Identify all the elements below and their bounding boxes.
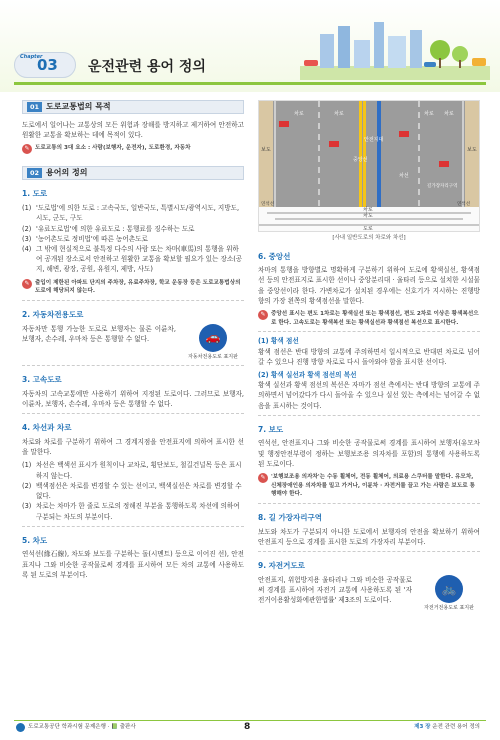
bike-paragraph: 안전표지, 위험방지용 울타리나 그와 비슷한 공작물로써 경계를 표시하여 자전거 교통에 사용하도록 된 '자전거이용활성화에관한법률' 제3조의 도로이다. [258, 575, 412, 605]
chapter-label: Chapter [20, 54, 43, 60]
motorway-paragraph: 자동차만 통행 가능한 도로로 보행자는 물론 이륜차, 보행자, 손수레, 우마차 등은 통행할 수 없다. [22, 324, 176, 343]
center-subitem [258, 370, 480, 411]
section-number: 02 [27, 168, 42, 178]
edge-title: 8. 길 가장자리구역 [258, 513, 323, 523]
center-title: 6. 중앙선 [258, 251, 291, 261]
edge-paragraph: 보도와 차도가 구분되지 아니한 도로에서 보행자의 안전을 확보하기 위하여 안전표지 등으로 경계를 표시한 도로의 가장자리 부분이다. [258, 527, 480, 546]
list-item: (2) 백색점선은 차로를 변경할 수 있는 선이고, 백색실선은 차로를 변경할 수 없다. [22, 481, 242, 501]
header-divider [14, 82, 486, 85]
expressway-title: 3. 고속도로 [22, 375, 62, 385]
section-title: 도로교통법의 목적 [46, 101, 111, 111]
figure-label-sidewalk-right: 보도 [467, 147, 477, 153]
pencil-note-icon: ✎ [258, 310, 268, 320]
pencil-note-icon: ✎ [22, 144, 32, 154]
figure-label-roadway: 차도 [363, 213, 373, 219]
list-item: (2) '유료도로법'에 의한 유료도로 : 통행료를 징수하는 도로 [22, 224, 195, 233]
figure-caption: [사내 일반도로의 차로와 차선] [332, 235, 406, 241]
note-text: '보행보조용 의자차'는 수동 휠체어, 전동 휠체어, 의료용 스쿠터를 말한다. 유모차, 신체장애인용 의자차를 밀고 가거나, 이륜차 · 자전거를 끌고 가는 사람은 보도로 통행해야 한다. [271, 474, 475, 498]
bike-sign [418, 575, 480, 613]
motorway-row [22, 324, 244, 362]
figure-label-lane3: 차로 [424, 111, 434, 117]
purpose-paragraph: 도로에서 일어나는 교통상의 모든 위험과 장해를 방지하고 제거하여 안전하고 원활한 교통을 확보하는 데에 목적이 있다. [22, 121, 244, 140]
sign-caption: 자전거전용도로 표지판 [424, 604, 474, 611]
figure-label-lane2: 차로 [334, 111, 344, 117]
left-column [22, 100, 244, 580]
lane-title: 4. 차선과 차로 [22, 423, 72, 433]
city-illustration [300, 14, 490, 80]
list-item: (1) 차선은 백색선 표시가 원칙이나 교차로, 횡단보도, 철길건널목 등은 표시하지 않는다. [22, 461, 242, 480]
road-title: 1. 도로 [22, 189, 48, 199]
subitem-text: 황색 점선은 반대 방향의 교통에 주의하면서 일시적으로 반대편 차로로 넘어갈 수 있으나 진행 방향 차로로 다시 돌아와야 함을 표시한 선이다. [258, 347, 480, 366]
figure-label-center: 중앙선 [353, 157, 368, 163]
pencil-note-icon: ✎ [22, 279, 32, 289]
divider [258, 331, 480, 332]
figure-label-edge: 길가장자리구역 [427, 184, 458, 189]
chapter-number: 03 [37, 56, 58, 74]
list-item: (4) 그 밖에 현실적으로 불특정 다수의 사람 또는 차마(車馬)의 통행을 위하여 공개된 장소로서 안전하고 원활한 교통을 확보할 필요가 있는 장소(공지, 해변, 광장, 공원, 유원지, 제방, 사도) [22, 244, 243, 274]
note-text: 도로교통의 3대 요소 : 사람(보행자, 운전자), 도로환경, 자동차 [35, 145, 191, 152]
center-note [258, 310, 480, 327]
section-number: 01 [27, 102, 42, 112]
divider [22, 365, 244, 366]
bike-row [258, 575, 480, 613]
road-cross-section-figure [259, 101, 479, 231]
road-list [22, 203, 244, 275]
center-subitem [258, 336, 480, 367]
footer-chapter-text: 운전 관련 용어 정의 [432, 724, 480, 730]
divider [258, 503, 480, 504]
divider [258, 415, 480, 416]
sidewalk-title: 7. 보도 [258, 424, 284, 434]
figure-label-road-all: 도로 [363, 226, 373, 231]
right-column [258, 100, 480, 613]
figure-label-line: 차선 [399, 173, 409, 179]
note-text: 중앙선 표시는 편도 1차로는 황색실선 또는 황색점선, 편도 2차로 이상은 황색복선으로 한다. 고속도로는 황색복선 또는 황색실선과 황색점선 복선으로 표시한다. [271, 311, 479, 326]
figure-label-curb-left: 연석선 [261, 202, 275, 207]
list-item: (3) '농어촌도로 정비법'에 따른 농어촌도로 [22, 234, 148, 243]
subitem-title: (2) 황색 실선과 황색 점선의 복선 [258, 370, 357, 379]
road-note [22, 279, 244, 296]
motorway-sign [182, 324, 244, 362]
road-diagram [258, 100, 480, 232]
publisher-logo-icon [16, 723, 25, 732]
lane-paragraph: 차로와 차로를 구분하기 위하여 그 경계지점을 안전표지에 의하여 표시한 선을 말한다. [22, 437, 244, 457]
footer-chapter [414, 723, 480, 732]
divider [22, 413, 244, 414]
subitem-title: (1) 황색 점선 [258, 337, 299, 346]
bicycle-sign-icon: 🚲 [435, 575, 463, 603]
figure-label-curb-right: 연석선 [457, 202, 471, 207]
figure-label-sidewalk-left: 보도 [261, 147, 271, 153]
footer-chapter-prefix: 제3 장 [414, 724, 431, 730]
bike-title: 9. 자전거도로 [258, 561, 305, 571]
figure-label-road: 차로 [363, 207, 373, 213]
page-header [0, 0, 500, 92]
lane-list [22, 460, 244, 521]
list-item: (3) 차로는 차마가 한 줄로 도로의 정해진 부분을 통행하도록 차선에 의하여 구분되는 차도의 부분이다. [22, 502, 240, 521]
sign-caption: 자동차전용도로 표지판 [188, 353, 238, 360]
section-header-definitions [22, 166, 244, 180]
pencil-note-icon: ✎ [258, 473, 268, 483]
roadway-paragraph: 연석선(緣石線), 차도와 보도를 구분하는 돌(시멘트) 등으로 이어진 선), 안전표지나 그와 비슷한 공작물로써 경계를 표시하여 모든 차의 교통에 사용하도록 된 도로의 부분이다. [22, 550, 244, 579]
page-title: 운전관련 용어 정의 [88, 59, 206, 75]
divider [258, 551, 480, 552]
sidewalk-note [258, 473, 480, 499]
subitem-text: 황색 실선과 황색 점선의 복선은 자마가 점선 측에서는 반대 방향의 교통에 주의하면서 넘어갔다가 다시 돌아올 수 있으나 실선 있는 측에서는 넘어갈 수 없음을 표시하는 것이다. [258, 381, 480, 410]
roadway-title: 5. 차도 [22, 535, 48, 545]
expressway-paragraph: 자동차의 고속교통에만 사용하기 위하여 지정된 도로이다. 그러므로 보행자, 이륜차, 보행자, 손수레, 우마차 등은 통행할 수 없다. [22, 389, 244, 409]
center-paragraph: 차마의 통행을 방향별로 명확하게 구분하기 위하여 도로에 황색실선, 황색점선 등의 안전표지로 표시한 선이나 중앙분리대 · 울타리 등으로 설치한 시설물을 중앙선이라 한다. 가변차로가 설치된 경우에는 신호기가 지시하는 진행방향의 가장 왼쪽의 황색점선을 말한다. [258, 266, 480, 305]
purpose-note [22, 144, 244, 154]
figure-label-lane4: 차로 [444, 111, 454, 117]
section-title: 용어의 정의 [46, 168, 88, 178]
figure-label-divider: 안전지대 [364, 137, 384, 143]
divider [22, 300, 244, 301]
sidewalk-paragraph: 연석선, 안전표지나 그와 비슷한 공작물로써 경계를 표시하여 보행자(유모차 및 행정안전부령이 정하는 보행보조용 의자차를 포함)의 통행에 사용하도록 된 도로이다. [258, 439, 480, 468]
divider [22, 526, 244, 527]
figure-label-lane: 차로 [294, 111, 304, 117]
motorway-title: 2. 자동차전용도로 [22, 309, 84, 319]
page-number: 8 [244, 722, 251, 732]
section-header-purpose [22, 100, 244, 114]
note-text: 출입이 제한된 아파트 단지의 주차장, 유료주차장, 학교 운동장 등은 도로교통법상의 도로에 해당되지 않는다. [35, 279, 241, 295]
list-item: (1) '도로법'에 의한 도로 : 고속국도, 일반국도, 특별시도/광역시도, 지방도, 시도, 군도, 구도 [22, 204, 240, 223]
footer-publisher: 도로교통공단 학과시험 문제은행 · 📗 출판사 [28, 724, 136, 730]
page-footer [0, 716, 500, 740]
car-sign-icon: 🚗 [199, 324, 227, 352]
